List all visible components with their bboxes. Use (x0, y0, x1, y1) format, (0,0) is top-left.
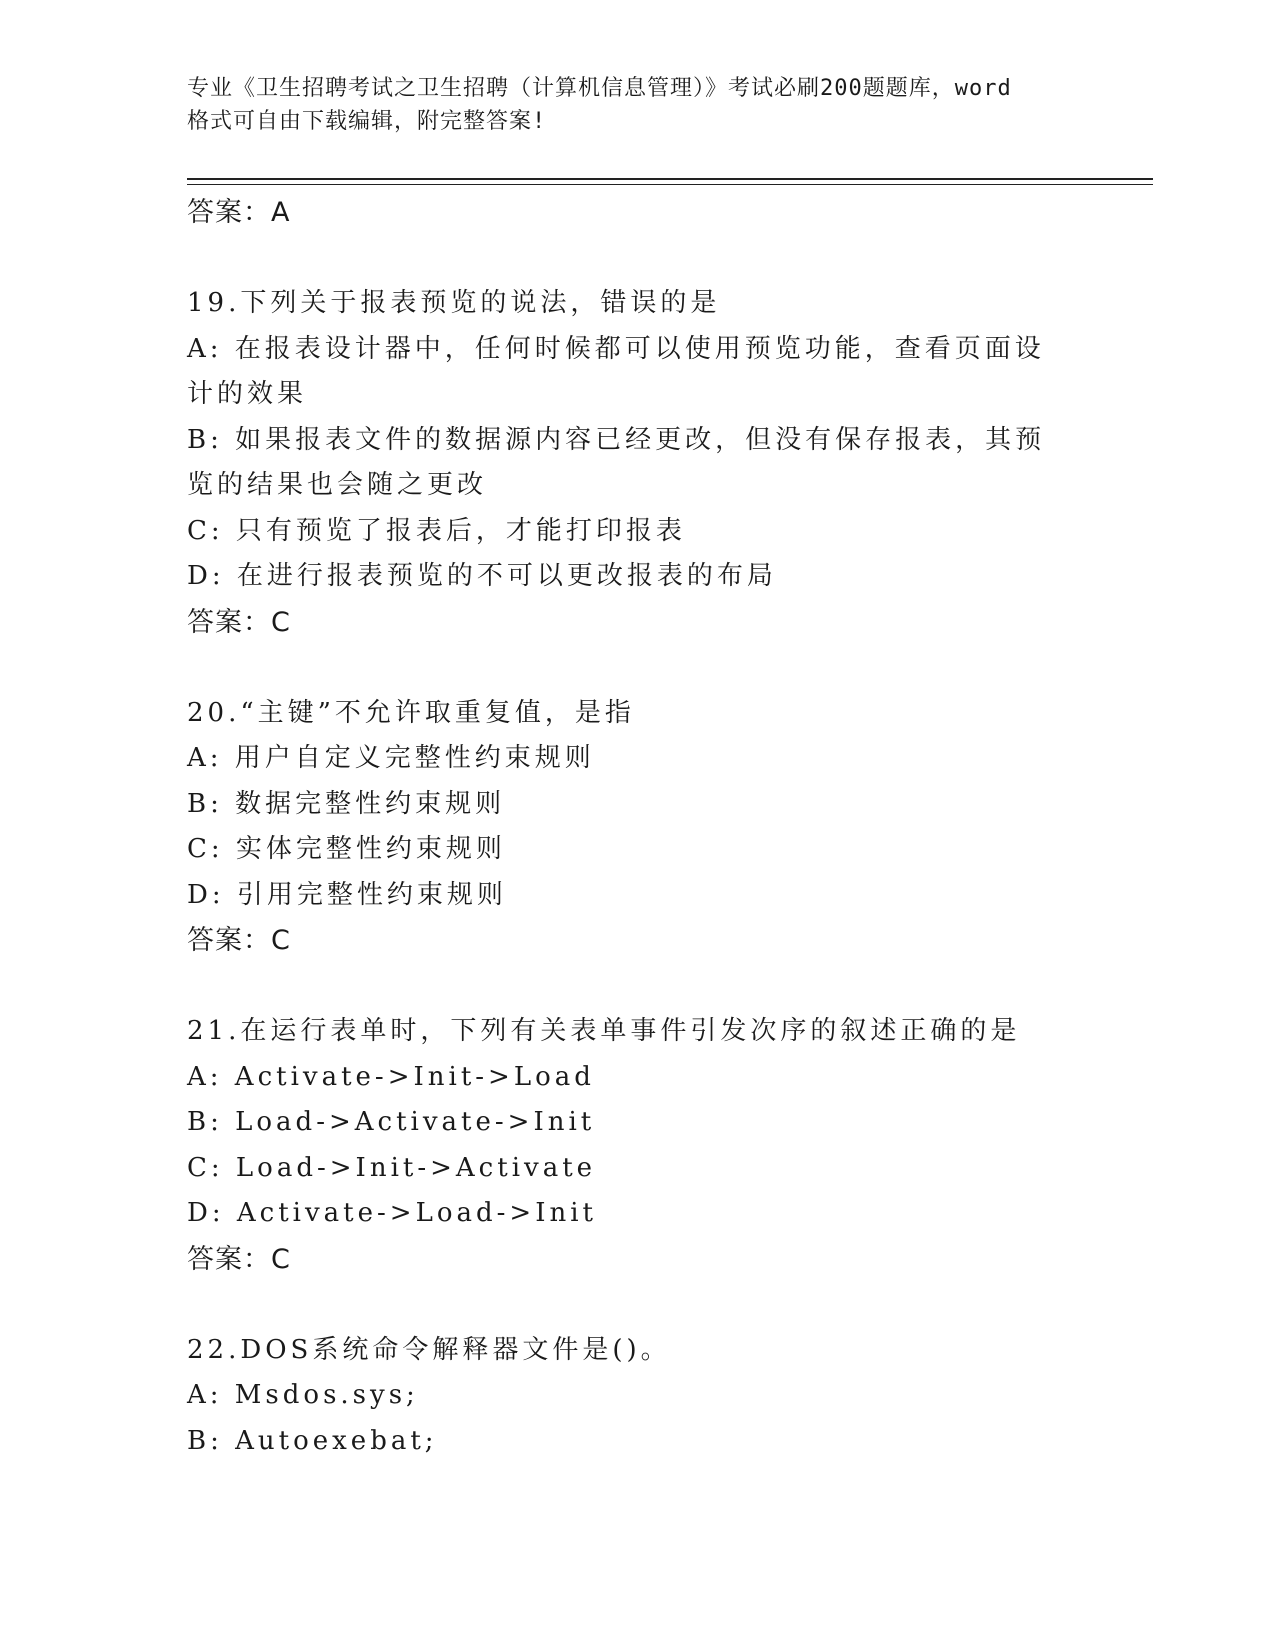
option-b: B: Load->Activate->Init (187, 1107, 596, 1137)
spacer (187, 646, 1087, 691)
spacer (187, 964, 1087, 1009)
header-line-1: 专业《卫生招聘考试之卫生招聘（计算机信息管理）》考试必刷200题题库，word (187, 76, 1012, 101)
option-c: C: 实体完整性约束规则 (187, 834, 506, 864)
header-rule-thick (187, 178, 1153, 180)
question-block (187, 1009, 1087, 1283)
question-block (187, 281, 1087, 646)
header-line-2: 格式可自由下载编辑，附完整答案! (187, 109, 547, 134)
option-d: D: 引用完整性约束规则 (187, 879, 507, 910)
option-a: A: Msdos.sys; (187, 1380, 419, 1410)
option-a: A: Activate->Init->Load (187, 1061, 595, 1092)
question-stem: 19.下列关于报表预览的说法，错误的是 (187, 288, 721, 318)
page-header (187, 72, 1087, 138)
option-c: C: Load->Init->Activate (187, 1152, 597, 1183)
question-stem: 20.“主键”不允许取重复值，是指 (187, 697, 635, 728)
answer-line: 答案：C (187, 925, 291, 956)
question-content (187, 190, 1087, 1464)
question-block (187, 1328, 1087, 1465)
answer-line: 答案：C (187, 1243, 291, 1275)
option-d: D: 在进行报表预览的不可以更改报表的布局 (187, 561, 777, 591)
option-c: C: 只有预览了报表后，才能打印报表 (187, 515, 686, 546)
answer-line: 答案：C (187, 606, 291, 638)
spacer (187, 236, 1087, 281)
option-a: A: 在报表设计器中，任何时候都可以使用预览功能，查看页面设计的效果 (187, 333, 1045, 409)
header-rule-thin (187, 184, 1153, 185)
question-stem: 22.DOS系统命令解释器文件是()。 (187, 1334, 671, 1365)
option-d: D: Activate->Load->Init (187, 1198, 597, 1228)
question-block (187, 691, 1087, 965)
answer-line: 答案：A (187, 197, 291, 228)
option-b: B: Autoexebat; (187, 1425, 438, 1456)
option-b: B: 如果报表文件的数据源内容已经更改，但没有保存报表，其预览的结果也会随之更改 (187, 424, 1046, 500)
question-stem: 21.在运行表单时，下列有关表单事件引发次序的叙述正确的是 (187, 1016, 1021, 1046)
option-b: B: 数据完整性约束规则 (187, 788, 506, 819)
spacer (187, 1283, 1087, 1328)
option-a: A: 用户自定义完整性约束规则 (187, 743, 595, 773)
